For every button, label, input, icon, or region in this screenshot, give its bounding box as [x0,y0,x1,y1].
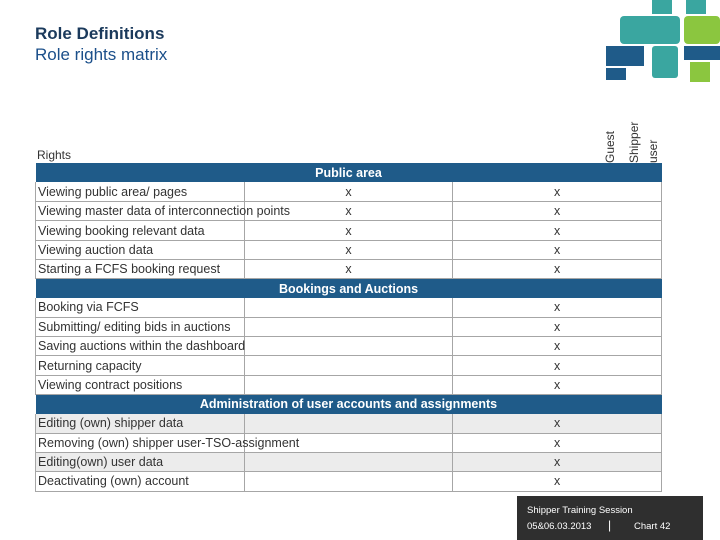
shipper-cell: x [453,221,662,240]
table-row [36,414,662,433]
table-row [36,433,662,452]
guest-cell [244,317,453,336]
section-header-row [36,395,662,414]
section-title: Public area [36,163,662,182]
guest-cell: x [244,221,453,240]
shipper-cell: x [453,375,662,394]
rights-label: Rights [37,148,72,162]
right-label: Viewing booking relevant data [36,221,245,240]
guest-cell: x [244,240,453,259]
table-row [36,202,662,221]
guest-cell: x [244,202,453,221]
guest-cell [244,452,453,471]
right-label: Editing(own) user data [36,452,245,471]
column-header-shipper-line2: user [646,139,660,163]
guest-cell [244,375,453,394]
footer-date: 05&06.03.2013 [527,521,592,532]
page-subtitle: Role rights matrix [35,45,168,64]
right-label: Viewing master data of interconnection points [36,202,245,221]
section-header-row [36,279,662,298]
shipper-cell: x [453,433,662,452]
shipper-cell: x [453,414,662,433]
title-block [35,24,167,66]
shipper-cell: x [453,337,662,356]
right-label: Editing (own) shipper data [36,414,245,433]
table-row [36,375,662,394]
guest-cell [244,337,453,356]
role-rights-table [35,163,662,492]
table-row [36,259,662,278]
shipper-cell: x [453,356,662,375]
page-title: Role Definitions [35,24,165,43]
right-label: Deactivating (own) account [36,472,245,491]
shipper-cell: x [453,472,662,491]
table-row [36,298,662,317]
footer-chart-number: Chart 42 [634,521,671,532]
right-label: Removing (own) shipper user-TSO-assignment [36,433,245,452]
right-label: Submitting/ editing bids in auctions [36,317,245,336]
shipper-cell: x [453,259,662,278]
table-row [36,337,662,356]
right-label: Viewing contract positions [36,375,245,394]
shipper-cell: x [453,298,662,317]
section-title: Bookings and Auctions [36,279,662,298]
footer-bar [517,496,703,540]
table-row [36,356,662,375]
table-row [36,317,662,336]
right-label: Saving auctions within the dashboard [36,337,245,356]
table-row [36,182,662,201]
right-label: Viewing public area/ pages [36,182,245,201]
guest-cell [244,414,453,433]
table-row [36,452,662,471]
guest-cell: x [244,259,453,278]
guest-cell: x [244,182,453,201]
column-header-shipper-line1: Shipper [627,121,641,163]
footer-title: Shipper Training Session [527,505,633,516]
shipper-cell: x [453,240,662,259]
guest-cell [244,472,453,491]
right-label: Starting a FCFS booking request [36,259,245,278]
column-header-guest: Guest [603,130,617,163]
table-row [36,472,662,491]
shipper-cell: x [453,317,662,336]
table-row [36,221,662,240]
guest-cell [244,298,453,317]
shipper-cell: x [453,202,662,221]
right-label: Viewing auction data [36,240,245,259]
guest-cell [244,356,453,375]
shipper-cell: x [453,452,662,471]
shipper-cell: x [453,182,662,201]
right-label: Returning capacity [36,356,245,375]
right-label: Booking via FCFS [36,298,245,317]
section-title: Administration of user accounts and assignments [36,395,662,414]
section-header-row [36,163,662,182]
table-row [36,240,662,259]
footer-separator: | [608,518,612,532]
